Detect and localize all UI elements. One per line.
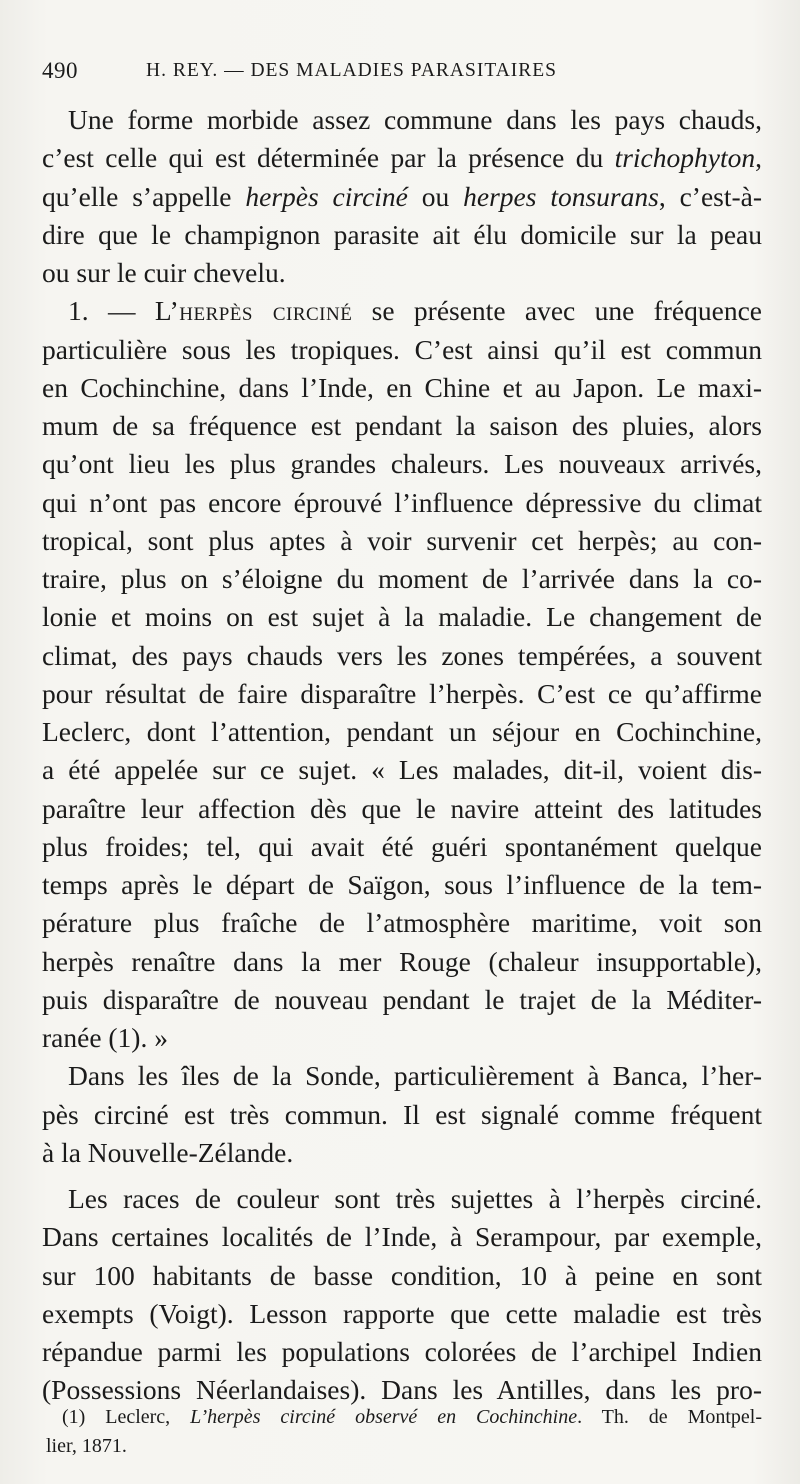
text-line: Leclerc, dont l’attention, pendant un séjour en Cochinchine, xyxy=(42,716,762,747)
text-line: a été appelée sur ce sujet. « Les malades, dit-il, voient dis- xyxy=(42,754,762,786)
footnote xyxy=(46,1403,762,1461)
footnote-marker: (1) Leclerc, xyxy=(62,1406,191,1428)
text-line: qui n’ont pas encore éprouvé l’influence dépressive du climat xyxy=(42,486,762,518)
footnote-line xyxy=(46,1403,762,1432)
text-fragment: se présente avec une fréquence xyxy=(352,295,763,327)
page-header xyxy=(42,58,762,90)
italic-term: herpès circiné xyxy=(245,180,408,212)
text-line: plus froides; tel, qui avait été guéri spontanément quelque xyxy=(42,830,762,862)
page-number: 490 xyxy=(42,58,78,83)
text-line: pès circiné est très commun. Il est signalé comme fréquent xyxy=(42,1098,762,1130)
text-line: dire que le champignon parasite ait élu domicile sur la peau xyxy=(42,218,762,250)
footnote-line: lier, 1871. xyxy=(46,1435,127,1457)
body-text xyxy=(42,101,762,1410)
text-line: climat, des pays chauds vers les zones tempérées, a souvent xyxy=(42,639,762,671)
text-line: en Cochinchine, dans l’Inde, en Chine et au Japon. Le maxi- xyxy=(42,371,762,403)
text-line: sur 100 habitants de basse condition, 10 à peine en sont xyxy=(42,1259,762,1291)
text-line: Une forme morbide assez commune dans les pays chauds, xyxy=(68,104,762,135)
text-line: herpès renaître dans la mer Rouge (chaleur insupportable), xyxy=(42,945,762,977)
text-line: temps après le départ de Saïgon, sous l’influence de la tem- xyxy=(42,869,762,900)
text-line: Dans les îles de la Sonde, particulièrement à Banca, l’her- xyxy=(68,1060,762,1092)
text-line: pérature plus fraîche de l’atmosphère maritime, voit son xyxy=(42,907,762,939)
section-lead-line xyxy=(42,292,762,330)
text-line: ou sur le cuir chevelu. xyxy=(42,257,286,288)
text-line: (Possessions Néerlandaises). Dans les Antilles, dans les pro- xyxy=(42,1374,762,1406)
italic-term: herpes tonsurans xyxy=(463,180,659,212)
text-line: qu’ont lieu les plus grandes chaleurs. Les nouveaux arrivés, xyxy=(42,448,762,480)
text-fragment: qu’elle s’appelle herpès circiné ou herpes tonsurans, c’est-à- xyxy=(42,180,763,212)
text-line: Dans certaines localités de l’Inde, à Serampour, par exemple, xyxy=(42,1221,762,1253)
footnote-text: . Th. de Montpel- xyxy=(577,1406,763,1428)
text-line: pour résultat de faire disparaître l’herpès. C’est ce qu’affirme xyxy=(42,677,762,709)
running-head: H. REY. — DES MALADIES PARASITAIRES xyxy=(146,60,558,81)
text-line: traire, plus on s’éloigne du moment de l’arrivée dans la co- xyxy=(42,563,762,594)
text-line: mum de sa fréquence est pendant la saison des pluies, alors xyxy=(42,410,762,441)
text-line: paraître leur affection dès que le navire atteint des latitudes xyxy=(42,792,762,824)
footnote-title: L’herpès circiné observé en Cochinchine xyxy=(190,1406,578,1428)
italic-term: trichophyton xyxy=(614,142,756,174)
text-line: tropical, sont plus aptes à voir survenir cet herpès; au con- xyxy=(42,524,762,556)
section-title: L’herpès circiné xyxy=(154,295,353,327)
section-number: 1. — xyxy=(68,295,155,327)
text-line: particulière sous les tropiques. C’est ainsi qu’il est commun xyxy=(42,333,762,365)
text-line: répandue parmi les populations colorées de l’archipel Indien xyxy=(42,1336,762,1367)
text-line: Les races de couleur sont très sujettes à l’herpès circiné. xyxy=(68,1183,762,1214)
text-line: puis disparaître de nouveau pendant le trajet de la Méditer- xyxy=(42,983,762,1015)
text-line xyxy=(42,178,762,216)
text-fragment: c’est celle qui est déterminée par la présence du trichophyton, xyxy=(42,142,762,174)
text-line: lonie et moins on est sujet à la maladie. Le changement de xyxy=(42,601,762,633)
text-line: exempts (Voigt). Lesson rapporte que cette maladie est très xyxy=(42,1297,762,1329)
text-line: à la Nouvelle-Zélande. xyxy=(42,1136,294,1168)
text-line: ranée (1). » xyxy=(42,1022,168,1053)
text-line xyxy=(42,139,762,177)
